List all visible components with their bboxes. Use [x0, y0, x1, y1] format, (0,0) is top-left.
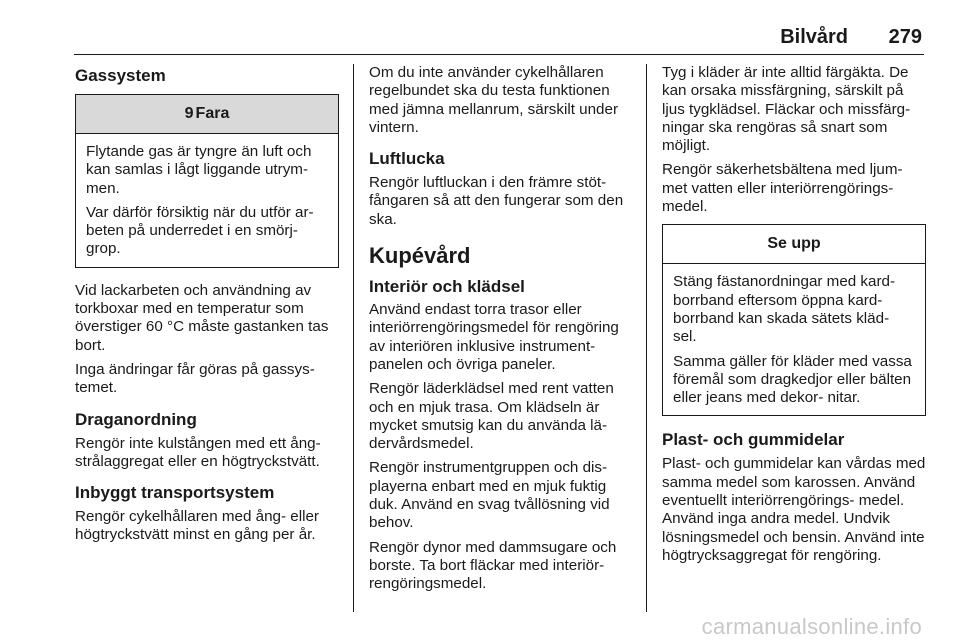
heading-plast-och-gummidelar: Plast- och gummidelar [662, 430, 845, 450]
paragraph-cykelhallare: Om du inte använder cykelhållaren regelbundet ska du testa funktionen med jämna mellanrum, särskilt under vintern. [369, 64, 618, 136]
danger-text-2: Var därför försiktig när du utför ar‐ beten på underredet i en smörj‐ grop. [86, 203, 314, 258]
caution-text-1: Stäng fästanordningar med kard‐ borrband eftersom öppna kard‐ borrband kan skada sätets kläd‐ sel. [673, 273, 896, 346]
danger-box-header [76, 95, 338, 134]
paragraph-tyg: Tyg i kläder är inte alltid färgäkta. De kan orsaka missfärgning, särskilt på ljus tygklädsel. Fläckar och missfärg‐ ningar ska rengöras så snart som möjligt. [662, 64, 911, 155]
danger-box-body [76, 134, 338, 267]
paragraph-plast-och-gummidelar: Plast- och gummidelar kan vårdas med samma medel som karossen. Använd eventuellt interiörrengörings‐ medel. Använd inga andra medel. Undvik lösningsmedel och bensin. Använd inte högtrycksaggregat för rengöring. [662, 455, 926, 564]
watermark: carmanualsonline.info [701, 614, 922, 639]
column-2 [369, 64, 633, 600]
heading-draganordning: Draganordning [75, 409, 197, 429]
heading-gassystem: Gassystem [75, 66, 166, 85]
paragraph-andringar: Inga ändringar får göras på gassys‐ temet. [75, 360, 315, 397]
paragraph-sakerhetsbalten: Rengör säkerhetsbältena med ljum‐ met vatten eller interiörrengörings‐ medel. [662, 161, 903, 216]
danger-text-1: Flytande gas är tyngre än luft och kan samlas i lågt liggande utrym‐ men. [86, 143, 312, 197]
heading-inbyggt-transportsystem: Inbyggt transportsystem [75, 483, 275, 503]
heading-luftlucka: Luftlucka [369, 149, 445, 169]
caution-box-body [663, 264, 925, 415]
paragraph-inbyggt-transportsystem: Rengör cykelhållaren med ång- eller högtryckstvätt minst en gång per år. [75, 508, 319, 544]
danger-box [75, 94, 339, 268]
column-divider-2 [646, 64, 647, 612]
header-rule [74, 54, 924, 55]
column-1 [75, 64, 339, 551]
page-header [0, 0, 960, 62]
paragraph-draganordning: Rengör inte kulstången med ett ång‐ strålaggregat eller en högtryckstvätt. [75, 434, 321, 470]
heading-interior-och-kladsel: Interiör och klädsel [369, 277, 525, 297]
paragraph-interior-2: Rengör läderklädsel med rent vatten och en mjuk trasa. Om klädseln är mycket smutsig kan du använda lä‐ dervårdsmedel. [369, 380, 614, 453]
warning-triangle-icon: 9 [184, 105, 194, 122]
heading-kupevard: Kupévård [369, 243, 471, 269]
caution-text-2: Samma gäller för kläder med vassa föremål som dragkedjor eller bälten eller jeans med dekor‐ nitar. [673, 352, 912, 407]
column-divider-1 [353, 64, 354, 612]
header-title: Bilvård [780, 26, 848, 48]
page-number: 279 [888, 26, 922, 48]
paragraph-interior-3: Rengör instrumentgruppen och dis‐ playerna enbart med en mjuk fuktig duk. Använd en svag tvållösning vid behov. [369, 459, 610, 532]
paragraph-interior-4: Rengör dynor med dammsugare och borste. Ta bort fläckar med interiör‐ rengöringsmedel. [369, 538, 617, 593]
danger-label: Fara [195, 105, 230, 122]
caution-box-header: Se upp [663, 225, 925, 264]
paragraph-interior-1: Använd endast torra trasor eller interiörrengöringsmedel för rengöring av interiören inklusive instrument‐ panelen och övriga paneler. [369, 301, 619, 373]
column-3 [662, 64, 926, 571]
paragraph-luftlucka: Rengör luftluckan i den främre stöt‐ fångaren så att den fungerar som den ska. [369, 174, 624, 228]
caution-box [662, 224, 926, 416]
paragraph-lackarbeten: Vid lackarbeten och användning av torkboxar med en temperatur som överstiger 60 °C måste gastanken tas bort. [75, 281, 329, 354]
